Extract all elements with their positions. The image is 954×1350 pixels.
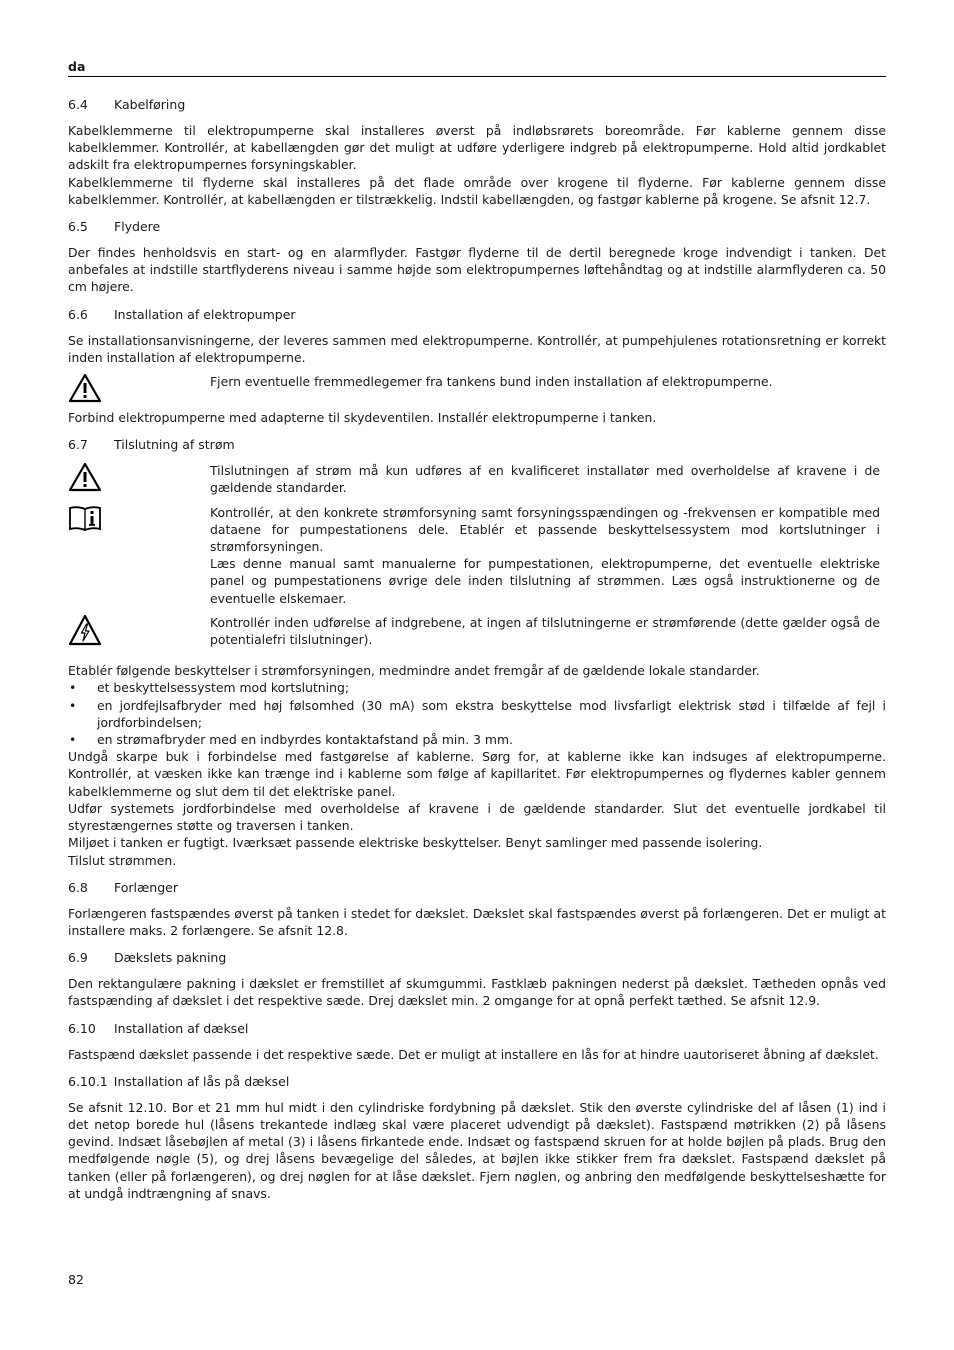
warning-note: [68, 462, 886, 496]
info-note: [68, 504, 886, 607]
paragraph: Forlængeren fastspændes øverst på tanken i stedet for dækslet. Dækslet skal fastspændes øverst på forlængeren. Det er muligt at installere maks. 2 forlængere. Se afsnit 12.8.: [68, 905, 886, 938]
paragraph: Udfør systemets jordforbindelse med overholdelse af kravene i de gældende standarder. Slut det eventuelle jordkabel til styrestængernes støtte og traversen i tanken.: [68, 800, 886, 834]
section-heading-6-4: 6.4 Kabelføring: [68, 97, 186, 112]
paragraph: Fastspænd dækslet passende i det respektive sæde. Det er muligt at installere en lås for at hindre uautoriseret åbning af dækslet.: [68, 1046, 879, 1062]
section-heading-6-10: 6.10 Installation af dæksel: [68, 1020, 249, 1036]
warning-triangle-icon: [68, 462, 102, 492]
manual-info-icon: [68, 504, 102, 532]
paragraph: Tilslut strømmen.: [68, 852, 177, 868]
language-label: da: [68, 59, 86, 74]
main-content: [68, 96, 886, 1212]
paragraph: Den rektangulære pakning i dækslet er fremstillet af skumgummi. Fastklæb pakningen nederst på dækslet. Tætheden opnås ved fastspænding af dækslet i det respektive sæde. Drej dækslet min. 2 omgange for at opnå perfekt tæthed. Se afsnit 12.9.: [68, 976, 886, 1009]
header-rule: [68, 76, 886, 77]
section-heading-6-6: 6.6 Installation af elektropumper: [68, 306, 296, 322]
section-heading-6-5: 6.5 Flydere: [68, 219, 161, 235]
paragraph: Der findes henholdsvis en start- og en alarmflyder. Fastgør flyderne til de dertil beregnede kroge indvendigt i tanken. Det anbefales at indstille startflyderens niveau i samme højde som elektropumpernes løftehåndtag og at indstille alarmflyderen ca. 50 cm højere.: [68, 245, 886, 295]
warning-text: Tilslutningen af strøm må kun udføres af en kvalificeret installatør med overholdelse af kravene i de gældende standarder.: [210, 463, 880, 496]
electric-hazard-icon: [68, 614, 102, 646]
info-text: Læs denne manual samt manualerne for pumpestationen, elektropumperne, det eventuelle elektriske panel og pumpestationens øvrige dele inden tilslutning af strømmen. Læs også instruktionerne og de eventuelle elskemaer.: [210, 556, 880, 606]
warning-text: Fjern eventuelle fremmedlegemer fra tankens bund inden installation af elektropumperne.: [210, 374, 773, 390]
section-heading-6-10-1: 6.10.1 Installation af lås på dæksel: [68, 1073, 290, 1089]
paragraph: Miljøet i tanken er fugtigt. Iværksæt passende elektriske beskyttelser. Benyt samlinger med passende isolering.: [68, 835, 763, 851]
list-item: • en strømafbryder med en indbyrdes kontaktafstand på min. 3 mm.: [68, 731, 886, 748]
section-heading-6-9: 6.9 Dækslets pakning: [68, 950, 227, 966]
list-item: • en jordfejlsafbryder med høj følsomhed (30 mA) som ekstra beskyttelse mod livsfarligt elektrisk stød i tilfælde af fejl i jordforbindelsen;: [68, 697, 886, 731]
electric-warning-note: [68, 614, 886, 648]
info-text: Kontrollér, at den konkrete strømforsyning samt forsyningsspændingen og -frekvensen er kompatible med dataene for pumpestationens dele. Etablér et passende beskyttelsessystem mod kortslutninger i strømforsyningen.: [210, 504, 880, 555]
page-number: 82: [68, 1272, 84, 1287]
paragraph: Se installationsanvisningerne, der leveres sammen med elektropumperne. Kontrollér, at pumpehjulenes rotationsretning er korrekt inden installation af elektropumperne.: [68, 332, 886, 365]
bullet-list: [68, 679, 886, 748]
section-heading-6-8: 6.8 Forlænger: [68, 879, 178, 895]
paragraph: Etablér følgende beskyttelser i strømforsyningen, medmindre andet fremgår af de gældende lokale standarder.: [68, 663, 760, 679]
section-heading-6-7: 6.7 Tilslutning af strøm: [68, 437, 235, 453]
paragraph: Kabelklemmerne til flyderne skal installeres på det flade område over krogene til flyderne. Før kablerne gennem disse kabelklemmer. Kontrollér, at kabellængden er tilstrækkelig. Indstil kabellængden, og fastgør kablerne på krogene. Se afsnit 12.7.: [68, 174, 886, 207]
paragraph: Forbind elektropumperne med adapterne til skydeventilen. Installér elektropumperne i tanken.: [68, 410, 657, 426]
electric-warning-text: Kontrollér inden udførelse af indgrebene, at ingen af tilslutningerne er strømførende (dette gælder også de potentialefri tilslutninger).: [210, 614, 880, 648]
paragraph: Se afsnit 12.10. Bor et 21 mm hul midt i den cylindriske fordybning på dækslet. Stik den øverste cylindriske del af låsen (1) ind i det netop borede hul (låsens trekantede indlæg skal være placeret udvendigt på dækslet). Fastspænd møtrikken (2) på låsens gevind. Indsæt låsebøjlen af metal (3) i låsens firkantede ende. Indsæt og fastspænd skruen for at holde bøjlen på plads. Brug den medfølgende nøgle (5), og drej låsens bevægelige del således, at bøjlen ikke stikker frem fra dækslet. Fastspænd dækslet på tanken (eller på forlængeren), og drej nøglen for at låse dækslet. Fjern nøglen, og anbring den medfølgende beskyttelseshætte for at undgå indtrængning af snavs.: [68, 1099, 886, 1201]
paragraph: Undgå skarpe buk i forbindelse med fastgørelse af kablerne. Sørg for, at kablerne ikke kan indsuges af elektropumperne. Kontrollér, at væsken ikke kan trænge ind i kablerne som følge af kapillaritet. Før elektropumpernes og flydernes kabler gennem kabelklemmerne og slut dem til det elektriske panel.: [68, 749, 886, 799]
warning-triangle-icon: [68, 373, 102, 403]
paragraph: Kabelklemmerne til elektropumperne skal installeres øverst på indløbsrørets boreområde. Før kablerne gennem disse kabelklemmer. Kontrollér, at kabellængden gør det muligt at udføre yderligere indgreb på elektropumperne. Hold altid jordkablet adskilt fra elektropumpernes forsyningskabler.: [68, 123, 886, 173]
list-item: • et beskyttelsessystem mod kortslutning;: [68, 679, 886, 696]
warning-note: [68, 373, 886, 403]
